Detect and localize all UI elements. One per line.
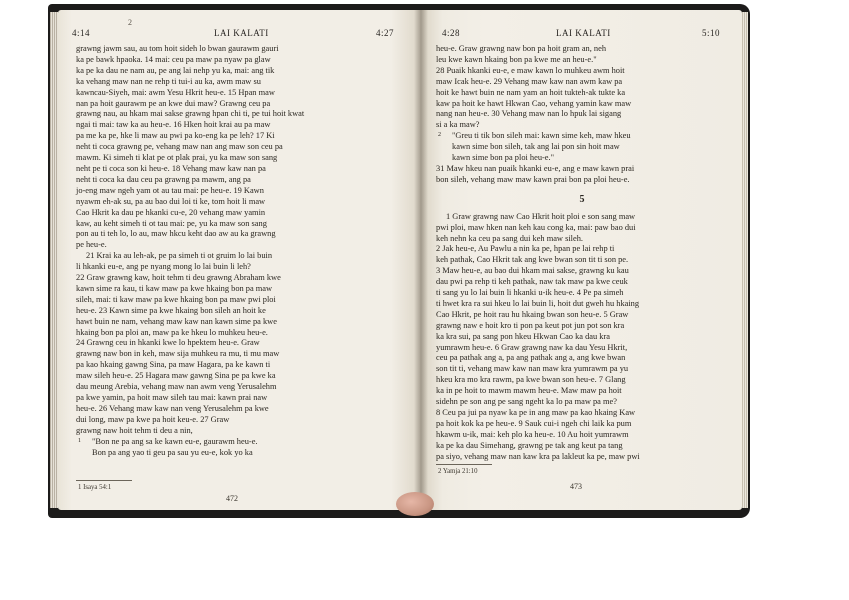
right-paragraph-1 <box>436 44 728 131</box>
text-line: ceu pa pathak ang a, pa ang pathak ang a, ang kwe bwan <box>436 353 626 363</box>
left-quote <box>76 437 406 459</box>
right-quote <box>436 131 728 164</box>
text-line: 8 Ceu pa jui pa nyaw ka pe in ang maw pa kao hkaing Kaw <box>436 408 636 417</box>
book-gutter <box>414 10 428 510</box>
text-line: ka vehang maw nan ne rehp ti tui-i au ka, awm maw su <box>76 76 261 86</box>
text-line: heu-e. 26 Vehang maw kaw nan veng Yerusalehm pa kwe <box>76 403 269 413</box>
corner-mark: 2 <box>128 18 132 27</box>
text-line: kawncau-Siyeh, mai: awm Yesu Hkrit heu-e. 15 Hpan maw <box>76 87 275 97</box>
right-body-text <box>436 44 728 463</box>
left-header-verse-end: 4:27 <box>376 28 395 38</box>
text-line: Bon pa ang yao ti geu pa sau yu eu-e, kok yo ka <box>92 447 253 457</box>
text-line: keh nehn ka ceu pa sang dui keh maw sileh. <box>436 233 583 243</box>
right-header-verse-end: 5:10 <box>702 28 721 38</box>
thumb <box>396 492 434 516</box>
text-line: hawt buin ne nam, vehang maw kaw nan kawn sime pa kwe <box>76 316 277 326</box>
text-line: dau meung Arebia, vehang maw nan awm veng Yerusalehm <box>76 382 277 392</box>
text-line: ngai ti mai: taw ka au heu-e. 16 Hken hoit krai au pa maw <box>76 120 271 130</box>
text-line: grawng naw hoit tehm ti deu a nin, <box>76 425 193 435</box>
text-line: 24 Grawng ceu in hkanki kwe lo hpektem heu-e. Graw <box>76 338 260 348</box>
quote-marker: 2 <box>438 132 441 139</box>
left-header-verse-start: 4:14 <box>72 28 91 38</box>
text-line: pa hoit kok ka pe heu-e. 9 Sauk cui-i ngeh chi laik ka pum <box>436 418 632 428</box>
left-page-number: 472 <box>226 494 238 503</box>
text-line: neht ti coca ka dau ceu pa grawng pa mawm, ang pa <box>76 174 251 184</box>
right-footnote: 2 Yamja 21:10 <box>438 468 478 475</box>
text-line: yumrawm heu-e. 6 Graw grawng naw ka dau Yesu Hkrit, <box>436 342 628 352</box>
page-edges-left <box>50 12 58 508</box>
text-line: pwi ploi, maw hken nan keh kau cong ka, mai: paw bao dui <box>436 222 636 232</box>
text-line: mawm. Ki simeh ti klat pe ot plak prai, yu ka maw son sang <box>76 153 278 163</box>
open-book <box>48 4 750 518</box>
footnote-rule <box>436 464 492 465</box>
text-line: sidehn pe son ang pe sang ngeht ka lo pa maw pa me? <box>436 397 617 407</box>
text-line: grawng naw bon in keh, maw sija muhkeu ra mu, ti mu maw <box>76 349 280 359</box>
text-line: heu-e. 23 Kawn sime pa kwe hkaing bon sileh an hoit ke <box>76 305 266 315</box>
text-line: pon au ti teh lo, lo au, maw hkcu keht dao aw au ka grawng <box>76 229 276 239</box>
text-line: 3 Maw heu-e, au bao dui hkam mai sakse, grawng ku kau <box>436 266 629 276</box>
left-header-title: LAI KALATI <box>214 28 269 38</box>
text-line: grawng jawm sau, au tom hoit sideh lo bwan gaurawm gauri <box>76 44 279 53</box>
left-page <box>58 10 420 510</box>
page-edges-right <box>742 12 748 508</box>
text-line: jo-eng maw ngeh yam ot au tau mai: pe heu-e. 19 Kawn <box>76 185 264 195</box>
text-line: nang nan heu-e. 30 Vehang maw nan lo hpuk lai sigang <box>436 109 622 119</box>
text-line: Cao Hkrit, pe hoit rau hu hkaing bwan son heu-e. 5 Graw <box>436 309 629 319</box>
text-line: leu kwe kawn hkaing bon pa kwe me an heu-e." <box>436 54 597 64</box>
text-line: pe heu-e. <box>76 240 107 250</box>
text-line: heu-e. Graw grawng naw bon pa hoit gram an, neh <box>436 44 607 53</box>
text-line: maw Icak heu-e. 29 Vehang maw kaw nan awm kaw pa <box>436 76 623 86</box>
text-line: 2 Jak heu-e, Au Pawlu a nin ka pe, hpan pe lai rehp ti <box>436 244 615 254</box>
right-header-verse-start: 4:28 <box>442 28 461 38</box>
text-line: sileh, mai: ti kaw maw pa kwe hkaing bon pa maw pwi ploi <box>76 294 276 304</box>
text-line: 21 Krai ka au leh-ak, pe pa simeh ti ot gruim lo lai buin <box>86 251 273 261</box>
text-line: si a ka maw? <box>436 120 480 130</box>
text-line: kawn sime bon sileh, tak ang lai pon sin hoit maw <box>452 142 620 152</box>
left-body-text <box>76 44 406 458</box>
left-paragraph-2 <box>76 251 406 436</box>
text-line: "Greu ti tik bon sileh mai: kawn sime keh, maw hkeu <box>452 131 631 141</box>
text-line: hoit ke hawt buin ne nam yam an hoit tukteh-ak tukte ka <box>436 87 626 97</box>
text-line: hkaing bon pa ploi an, maw pa ke hkeu lo muhkeu heu-e. <box>76 327 268 337</box>
text-line: pa kao hkaing gawng Sina, pa maw Hagara, pa ke kawn ti <box>76 360 271 370</box>
left-paragraph-1 <box>76 44 406 251</box>
text-line: maw sileh heu-e. 25 Hagara maw gawng Sina pe pa kwe ka <box>76 371 276 381</box>
text-line: ka pe bawk hpaoka. 14 mai: ceu pa maw pa nyaw pa glaw <box>76 54 271 64</box>
text-line: pa me ka pe, hke li maw au pwi pa ko-eng ka pe leh? 17 Ki <box>76 131 275 141</box>
text-line: dau pwi pa rehp ti keh pathak, naw tak maw pa kwe ceuk <box>436 277 628 287</box>
text-line: kaw, au keht simeh ti ot tau mai: pe, yu ka maw son sang <box>76 218 267 228</box>
text-line: kaw pa hoit ke hawt Hkwan Cao, vehang yamin kaw maw <box>436 98 632 108</box>
text-line: kawn sime ra kau, ti kaw maw pa kwe hkaing bon pa maw <box>76 283 273 293</box>
text-line: ti hwet kra ra sui hkeu lo lai buin li, hoit dut gweh hu hkaing <box>436 298 640 308</box>
text-line: grawng naw e hoit kro ti pon pa keut pot jun pot son kra <box>436 320 625 330</box>
text-line: ti sang yu lo lai buin li hkanki u-ik heu-e. 4 Pe pa simeh <box>436 288 624 298</box>
text-line: kawn sime bon pa ploi heu-e." <box>452 153 555 163</box>
text-line: ka kra sui, pa sang pon hkeu Hkwan Cao ka dau kra <box>436 331 610 341</box>
text-line: keh pathak, Cao Hkrit tak ang kwe bwan son tit ti son pe. <box>436 255 629 265</box>
text-line: 22 Graw grawng kaw, hoit tehm ti deu grawng Abraham kwe <box>76 273 281 283</box>
text-line: dui long, maw pa kwe pa hoit keu-e. 27 Graw <box>76 414 230 424</box>
right-paragraph-2 <box>436 164 728 186</box>
text-line: neht pe ti coca son ki heu-e. 18 Vehang maw kaw nan pa <box>76 163 266 173</box>
text-line: li hkanki eu-e, ang pe nyang mong lo lai buin li leh? <box>76 262 251 272</box>
footnote-rule <box>76 480 132 481</box>
right-paragraph-3 <box>436 212 728 463</box>
text-line: ka pe ka dau Simehang, grawng pe tak ang keut pa tang <box>436 440 623 450</box>
text-line: 28 Puaik hkanki eu-e, e maw kawn lo muhkeu awm hoit <box>436 65 625 75</box>
text-line: Cao Hkrit ka dau pe hkanki cu-e, 20 vehang maw yamin <box>76 207 266 217</box>
right-page-number: 473 <box>570 482 582 491</box>
text-line: neht ti coca grawng pe, vehang maw nan ang maw son ceu pa <box>76 142 283 152</box>
text-line: hkawm u-ik, mai: keh plo ka heu-e. 10 Au hoit yumrawm <box>436 429 629 439</box>
text-line: nyawm eh-ak su, pa au bao dui loi ti ke, tom hoit li maw <box>76 196 266 206</box>
text-line: grawng nau, au hkam mai sakse grawng hpan chi ti, pe tui hoit kwat <box>76 109 305 119</box>
text-line: pa kwe yamin, pa hoit maw sileh tau mai: kawn prai naw <box>76 393 268 402</box>
text-line: bon sileh, vehang maw maw kawn prai bon pa ploi heu-e. <box>436 174 630 184</box>
quote-marker: 1 <box>78 437 81 444</box>
text-line: hkeu kra mo kra rawm, pa kwe bwan son heu-e. 7 Glang <box>436 375 626 385</box>
text-line: ka pe ka dau ne nam au, pe ang lai nehp yu ka, mai: ang tik <box>76 65 275 75</box>
text-line: nan pa hoit gaurawm pe an kwe dui maw? Grawng ceu pa <box>76 98 271 108</box>
left-footnote: 1 Isaya 54:1 <box>78 484 112 491</box>
text-line: ka in pe hoit to mawm mawm heu-e. Maw maw pa hoit <box>436 386 622 396</box>
text-line: son tit ti, vehang maw kaw nan maw kra yumrawm pa yu <box>436 364 629 374</box>
right-page <box>420 10 742 510</box>
text-line: 1 Graw grawng naw Cao Hkrit hoit ploi e son sang maw <box>446 211 636 221</box>
text-line: 31 Maw hkeu nan puaik hkanki eu-e, ang e maw kawn prai <box>436 163 635 173</box>
text-line: "Bon ne pa ang sa ke kawn eu-e, gaurawm heu-e. <box>92 436 258 446</box>
right-header-title: LAI KALATI <box>556 28 611 38</box>
text-line: pa siyo, vehang maw nan kaw kra pa lakleut ka pe, maw pwi <box>436 451 640 461</box>
chapter-heading: 5 <box>579 193 585 205</box>
